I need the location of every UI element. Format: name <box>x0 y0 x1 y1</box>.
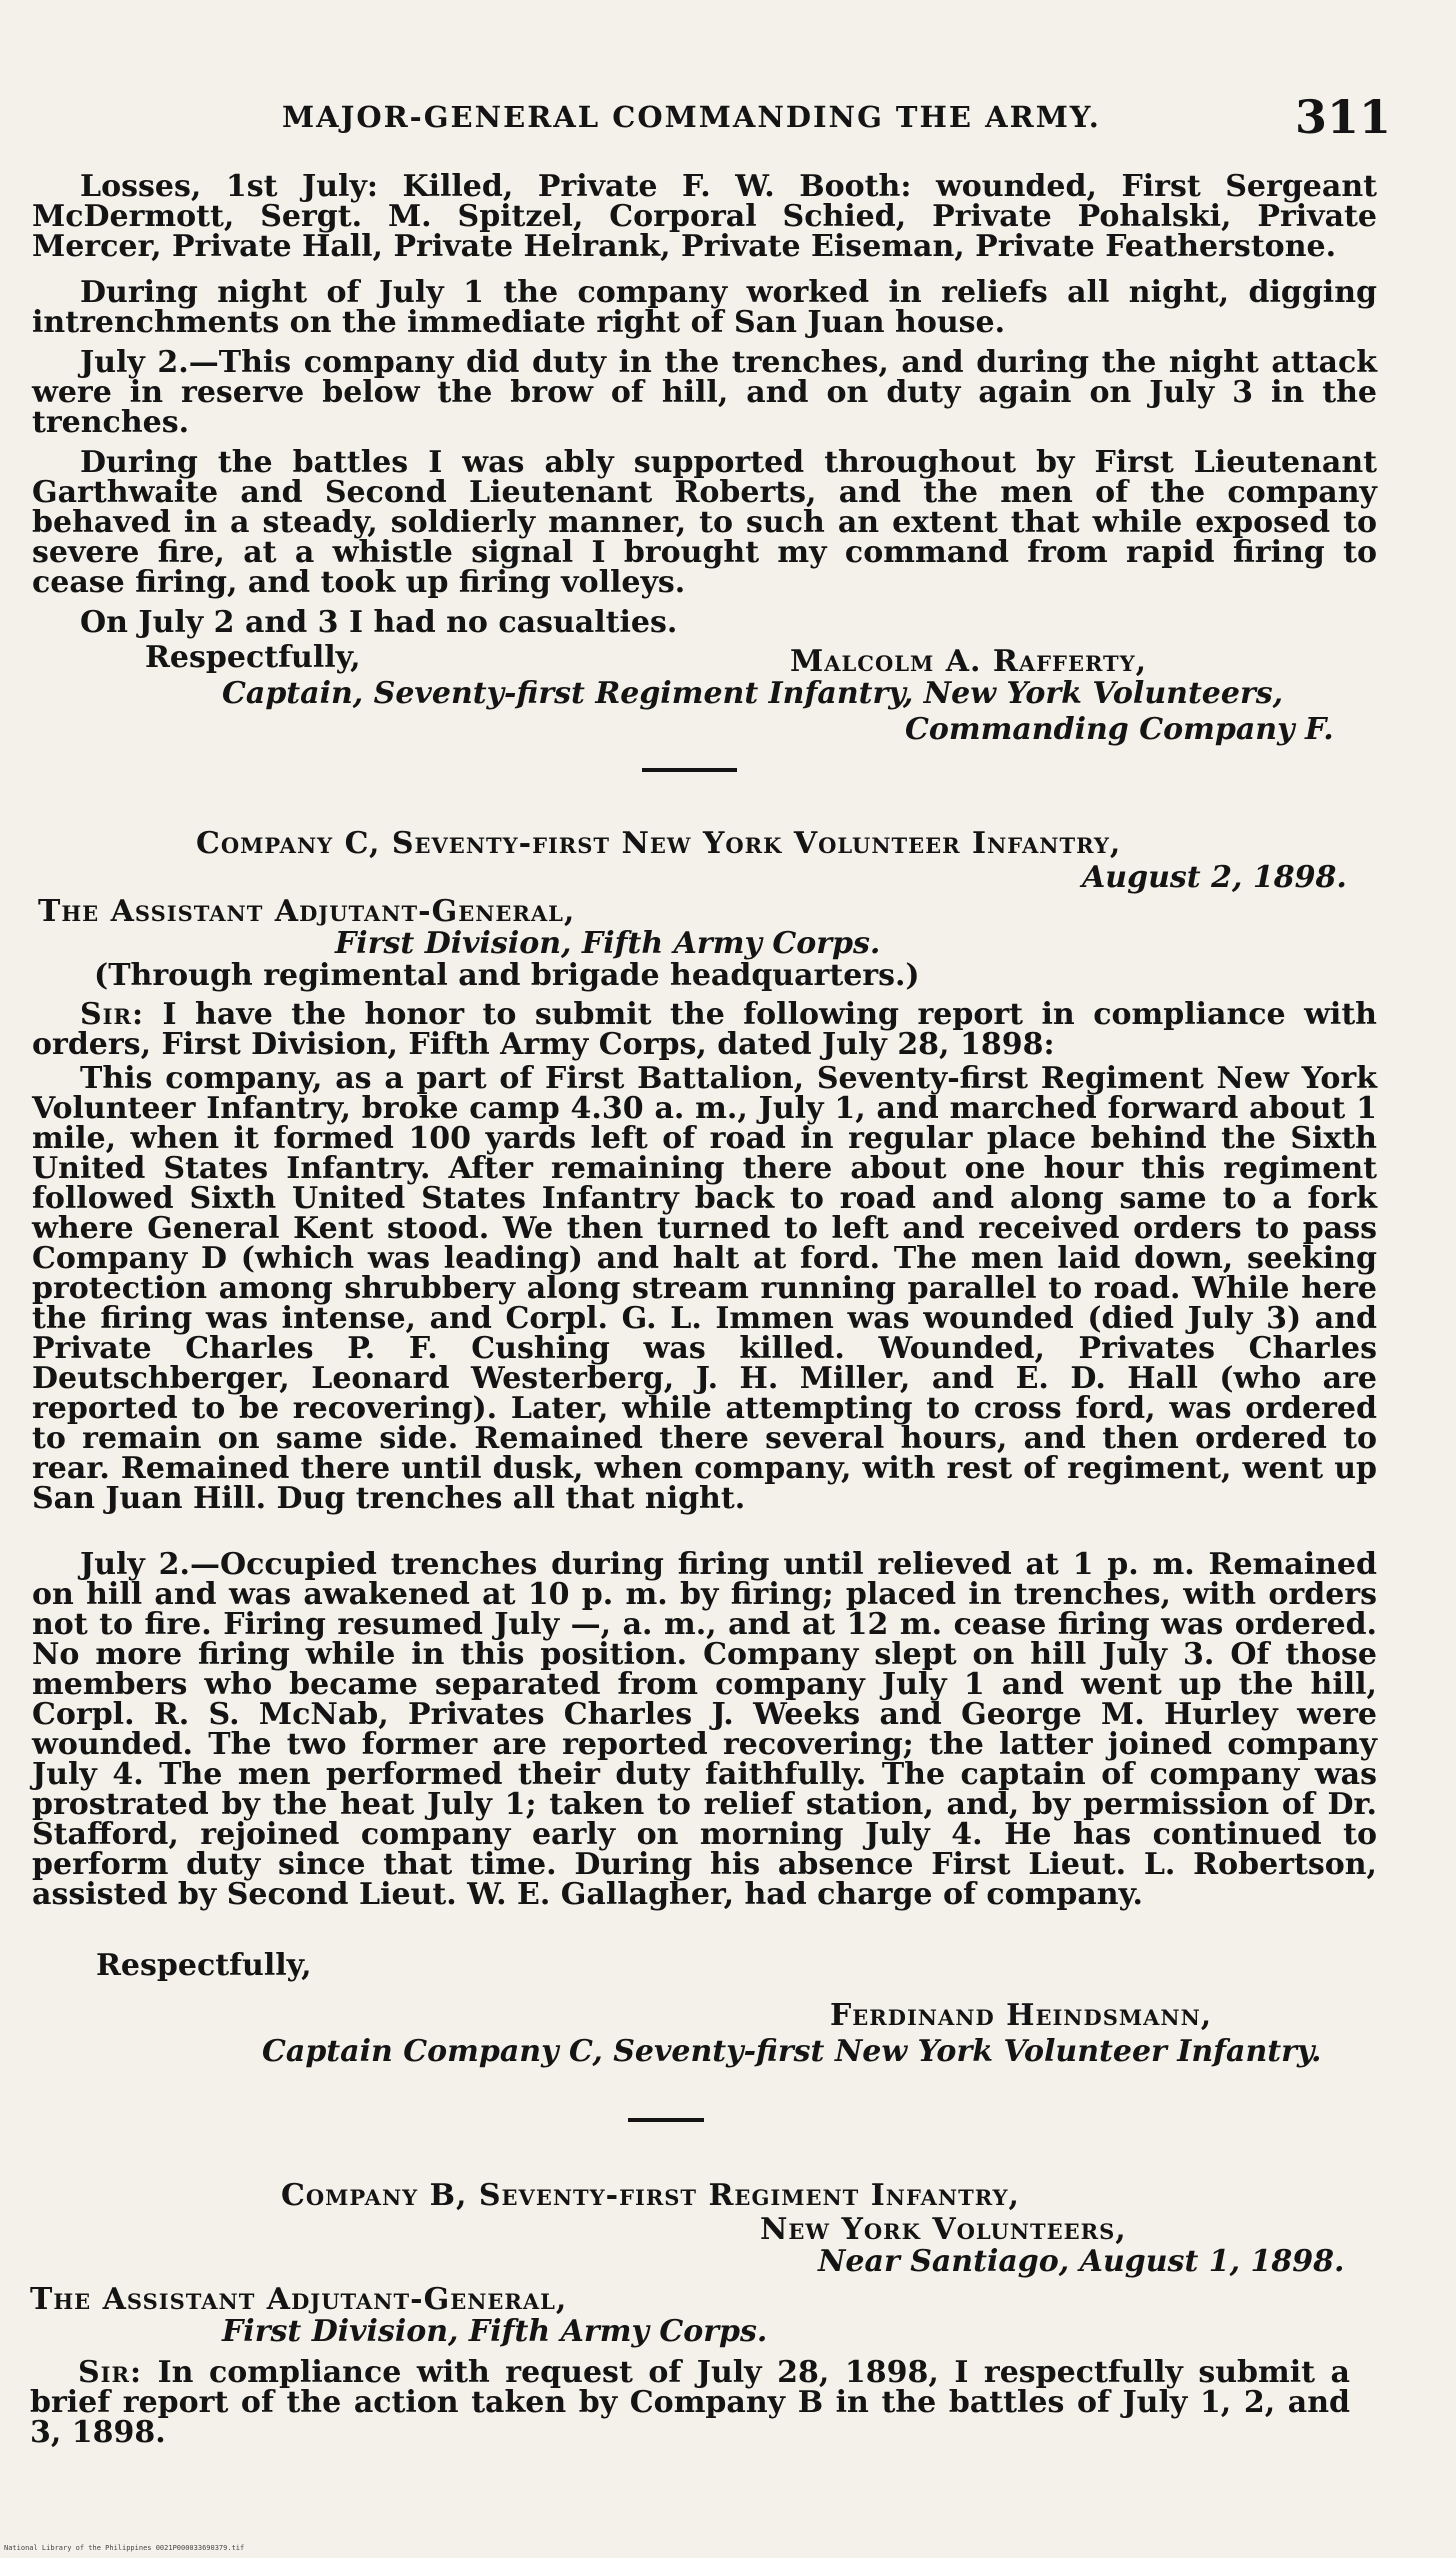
signer-command-rafferty: Commanding Company F. <box>905 712 1334 747</box>
report-c-addressee-unit: First Division, Fifth Army Corps. <box>335 926 881 961</box>
report-c-body2: July 2.—Occupied trenches during firing until relieved at 1 p. m. Remained on hill and was awakened at 10 p. m. by firing; placed in trenches, with orders not to fire. Firing resumed July —, a. m., and at 12 m. cease firing was ordered. No more firing while in this position. Company slept on hill July 3. Of those members who became separated from company July 1 and went up the hill, Corpl. R. S. McNab, Privates Charles J. Weeks and George M. Hurley were wounded. The two former are reported recovering; the latter joined company July 4. The men performed their duty faithfully. The captain of company was prostrated by the heat July 1; taken to relief station, and, by permission of Dr. Stafford, rejoined company early on morning July 4. He has continued to perform duty since that time. During his absence First Lieut. L. Robertson, assisted by Second Lieut. W. E. Gallagher, had charge of company. <box>32 1547 1377 1912</box>
july2-paragraph: July 2.—This company did duty in the trenches, and during the night attack were in reserve below the brow of hill, and on duty again on July 3 in the trenches. <box>32 345 1377 440</box>
report-b-salutation: Sir: <box>78 2355 143 2390</box>
report-c-salutation: Sir: <box>80 997 145 1032</box>
section-divider <box>642 768 737 772</box>
battles-paragraph: During the battles I was ably supported throughout by First Lieutenant Garthwaite and Second Lieutenant Roberts, and the men of the company behaved in a steady, soldierly manner, to such an extent that while exposed to severe fire, at a whistle signal I brought my command from rapid firing to cease firing, and took up firing volleys. <box>32 445 1377 600</box>
report-c-addressee: The Assistant Adjutant-General, <box>38 894 576 929</box>
section-divider-2 <box>628 2118 704 2122</box>
closing-respectfully-c: Respectfully, <box>96 1948 312 1983</box>
report-b-intro <box>30 2355 1350 2450</box>
night-july1-paragraph: During night of July 1 the company worked in reliefs all night, digging intrenchments on the immediate right of San Juan house. <box>32 275 1377 340</box>
report-c-intro-text: I have the honor to submit the following report in compliance with orders, First Division, Fifth Army Corps, dated July 28, 1898: <box>32 997 1377 1062</box>
signer-title-heindsmann: Captain Company C, Seventy-first New York Volunteer Infantry. <box>262 2034 1322 2069</box>
signer-title-rafferty: Captain, Seventy-first Regiment Infantry, New York Volunteers, <box>222 676 1284 711</box>
running-header <box>0 90 1456 150</box>
scan-footer: National Library of the Philippines 0021P000033690379.tif <box>4 2544 245 2552</box>
report-b-addressee: The Assistant Adjutant-General, <box>30 2282 568 2317</box>
signer-heindsmann: Ferdinand Heindsmann, <box>830 1998 1213 2033</box>
casualties-paragraph: On July 2 and 3 I had no casualties. <box>80 605 678 640</box>
report-c-heading: Company C, Seventy-first New York Volunteer Infantry, <box>196 826 1122 861</box>
report-c-routing: (Through regimental and brigade headquarters.) <box>94 958 920 993</box>
header-title: MAJOR-GENERAL COMMANDING THE ARMY. <box>282 100 1101 134</box>
report-b-date: Near Santiago, August 1, 1898. <box>818 2244 1345 2279</box>
closing-respectfully-f: Respectfully, <box>145 640 361 675</box>
signer-rafferty: Malcolm A. Rafferty, <box>790 644 1148 679</box>
report-b-intro-text: In compliance with request of July 28, 1898, I respectfully submit a brief report of the action taken by Company B in the battles of July 1, 2, and 3, 1898. <box>30 2355 1350 2450</box>
report-b-heading-line1: Company B, Seventy-first Regiment Infantry, <box>281 2178 1020 2213</box>
report-b-addressee-unit: First Division, Fifth Army Corps. <box>222 2314 768 2349</box>
report-c-body1: This company, as a part of First Battalion, Seventy-first Regiment New York Volunteer Infantry, broke camp 4.30 a. m., July 1, and marched forward about 1 mile, when it formed 100 yards left of road in regular place behind the Sixth United States Infantry. After remaining there about one hour this regiment followed Sixth United States Infantry back to road and along same to a fork where General Kent stood. We then turned to left and received orders to pass Company D (which was leading) and halt at ford. The men laid down, seeking protection among shrubbery along stream running parallel to road. While here the firing was intense, and Corpl. G. L. Immen was wounded (died July 3) and Private Charles P. F. Cushing was killed. Wounded, Privates Charles Deutschberger, Leonard Westerberg, J. H. Miller, and E. D. Hall (who are reported to be recovering). Later, while attempting to cross ford, was ordered to remain on same side. Remained there several hours, and then ordered to rear. Remained there until dusk, when company, with rest of regiment, went up San Juan Hill. Dug trenches all that night. <box>32 1061 1377 1516</box>
losses-paragraph: Losses, 1st July: Killed, Private F. W. Booth: wounded, First Sergeant McDermott, Sergt. M. Spitzel, Corporal Schied, Private Pohalski, Private Mercer, Private Hall, Private Helrank, Private Eiseman, Private Featherstone. <box>32 169 1377 264</box>
page-number: 311 <box>1295 90 1392 144</box>
report-c-intro <box>32 997 1377 1062</box>
report-b-heading-line2: New York Volunteers, <box>760 2212 1127 2247</box>
report-c-date: August 2, 1898. <box>1082 860 1347 895</box>
